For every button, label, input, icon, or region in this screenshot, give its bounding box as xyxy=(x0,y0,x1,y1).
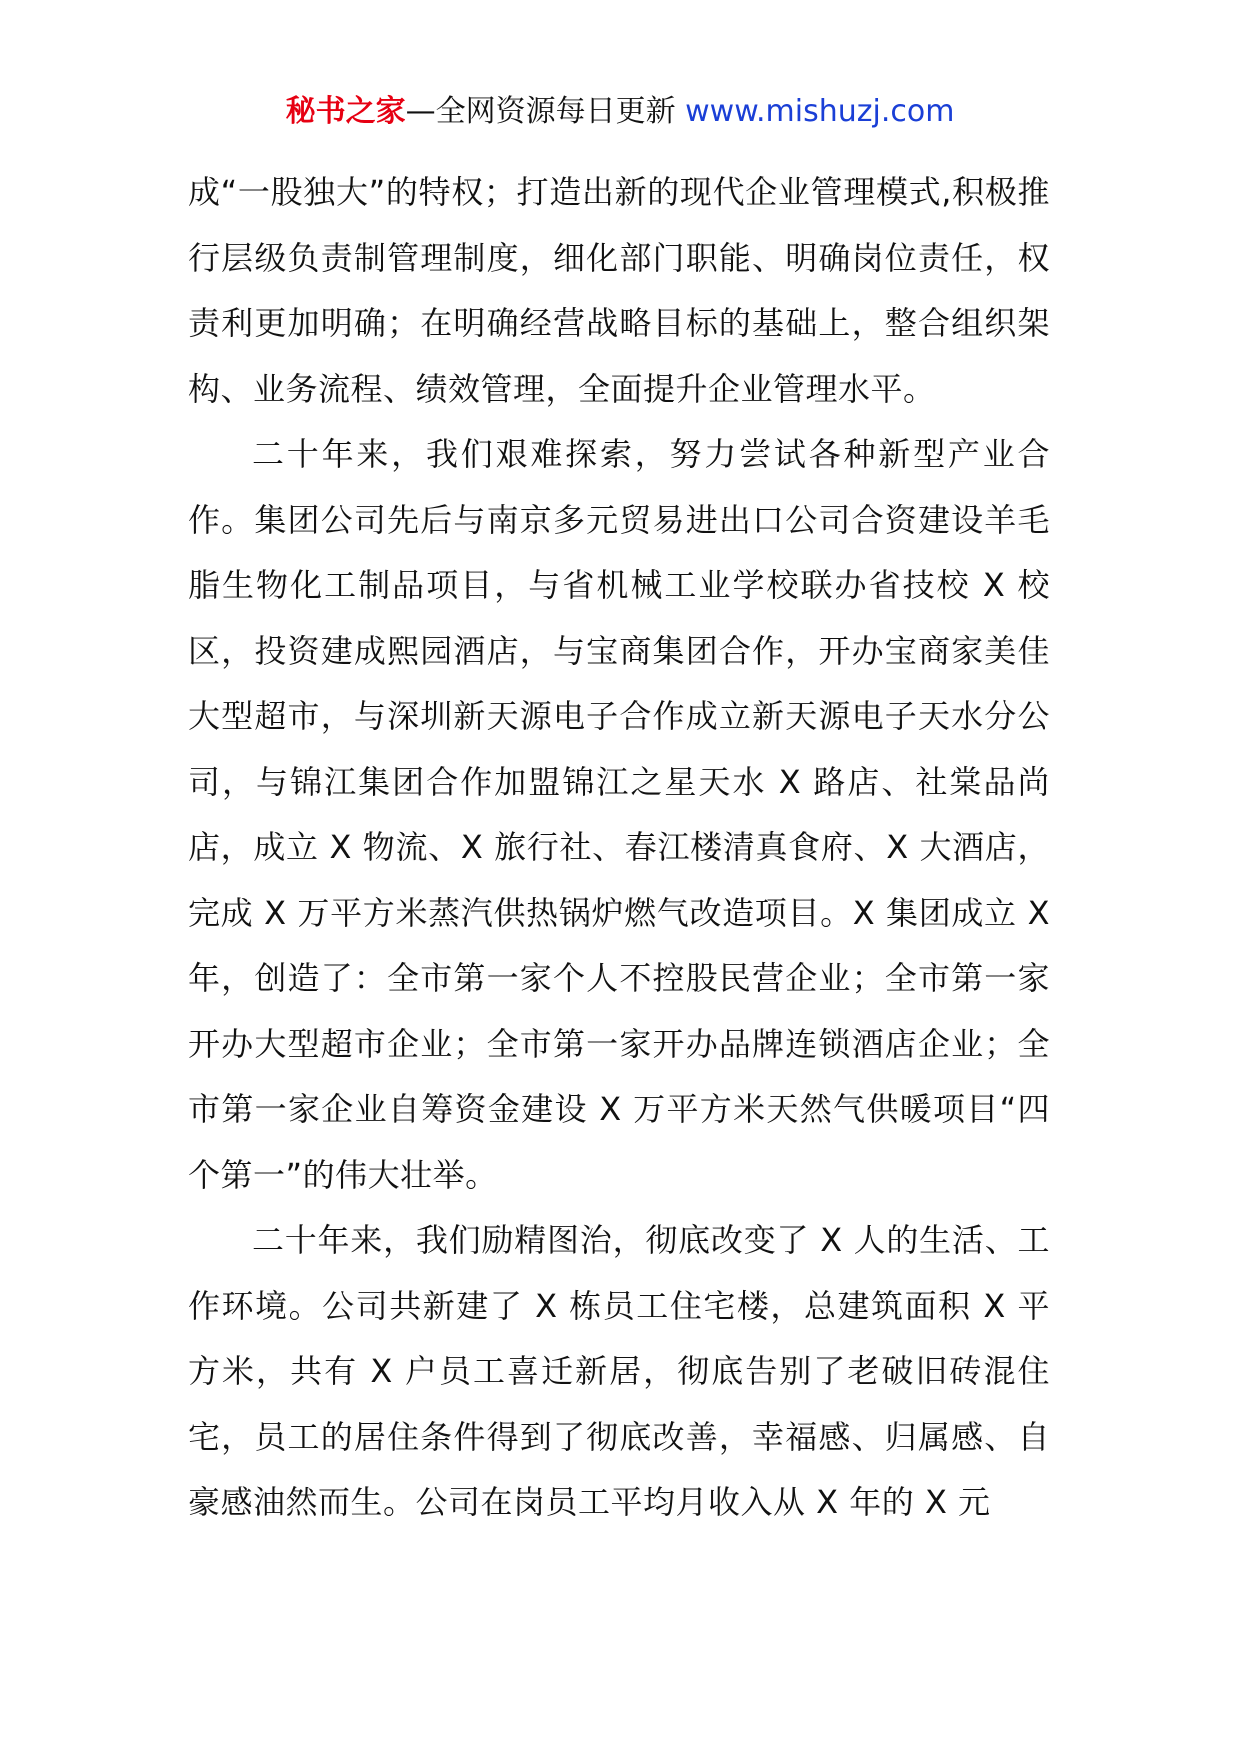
header-url[interactable]: www.mishuzj.com xyxy=(685,94,955,129)
paragraph-continuation: 成“一股独大”的特权；打造出新的现代企业管理模式,积极推行层级负责制管理制度，细化部门职能、明确岗位责任，权责利更加明确；在明确经营战略目标的基础上，整合组织架构、业务流程、绩效管理，全面提升企业管理水平。 xyxy=(188,173,1050,408)
document-header xyxy=(0,92,1240,132)
brand-name: 秘书之家 xyxy=(285,94,406,129)
document-body xyxy=(188,160,1050,1536)
paragraph-living-environment: 二十年来，我们励精图治，彻底改变了 X 人的生活、工作环境。公司共新建了 X 栋员工住宅楼，总建筑面积 X 平方米，共有 X 户员工喜迁新居，彻底告别了老破旧砖混住宅，员工的居住条件得到了彻底改善，幸福感、归属感、自豪感油然而生。公司在岗员工平均月收入从 X 年的 X 元 xyxy=(188,1221,1050,1521)
paragraph-industry-cooperation: 二十年来，我们艰难探索，努力尝试各种新型产业合作。集团公司先后与南京多元贸易进出口公司合资建设羊毛脂生物化工制品项目，与省机械工业学校联办省技校 X 校区，投资建成熙园酒店，与宝商集团合作，开办宝商家美佳大型超市，与深圳新天源电子合作成立新天源电子天水分公司，与锦江集团合作加盟锦江之星天水 X 路店、社棠品尚店，成立 X 物流、X 旅行社、春江楼清真食府、X 大酒店，完成 X 万平方米蒸汽供热锅炉燃气改造项目。X 集团成立 X 年，创造了：全市第一家个人不控股民营企业；全市第一家开办大型超市企业；全市第一家开办品牌连锁酒店企业；全市第一家企业自筹资金建设 X 万平方米天然气供暖项目“四个第一”的伟大壮举。 xyxy=(188,435,1050,1194)
header-tagline: —全网资源每日更新 xyxy=(405,94,686,129)
